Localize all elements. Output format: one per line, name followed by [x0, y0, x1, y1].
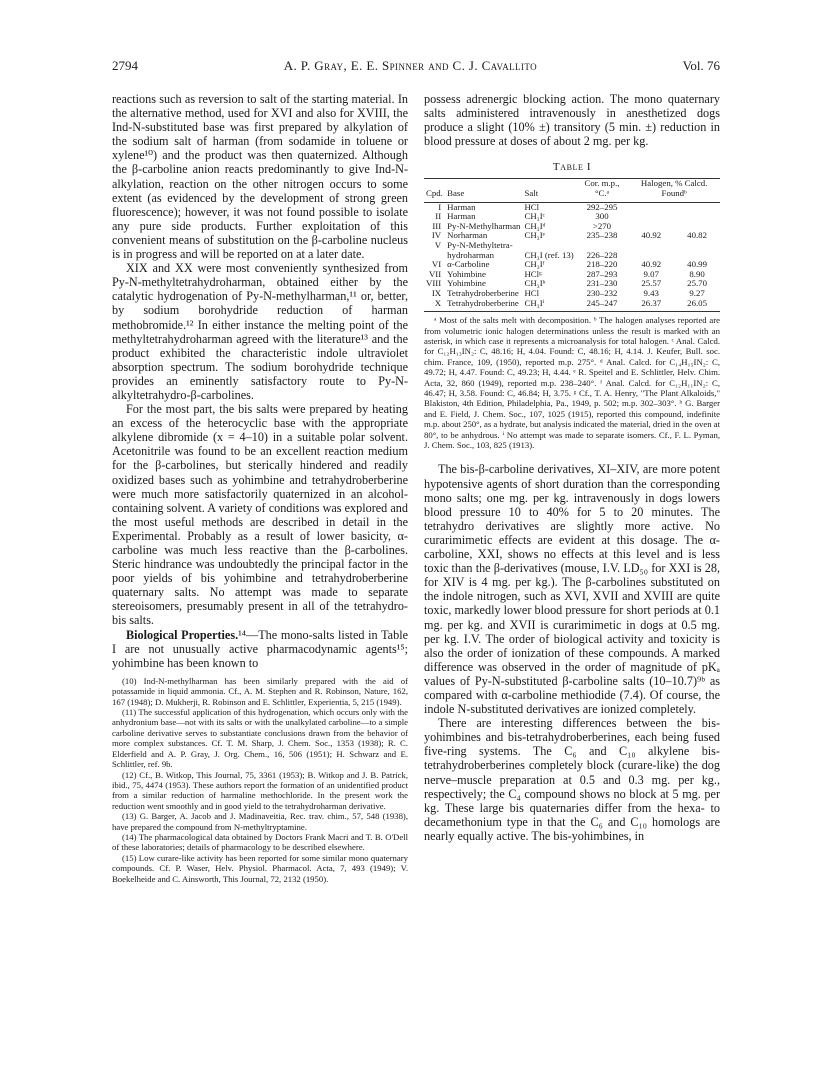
cell-calcd: 40.92 [641, 230, 662, 241]
cell-found: 40.99 [687, 259, 707, 270]
cell-cpd: IX [431, 288, 442, 298]
cell-found: 8.90 [689, 268, 705, 279]
cell-mp: 292–295 [586, 201, 618, 212]
cell-base: Tetrahydroberberine [447, 288, 519, 298]
cell-found: 40.82 [687, 230, 707, 241]
footnote: (10) Ind-N-methylharman has been similarly prepared with the aid of potassamide in liquid ammonia. Cf., A. M. Stephen and R. Robinson, Nature, 162, 167 (1948); D. Mukherji, R. Robinson and E. Schlittler, Experientia, 5, 215 (1949). [112, 675, 408, 707]
cell-cpd: X [424, 299, 445, 312]
table-title: Table I [552, 161, 592, 174]
cell-found [674, 212, 720, 222]
column-header-salt: Salt [522, 179, 575, 202]
cell-calcd [628, 202, 674, 212]
data-table [424, 178, 720, 312]
cell-calcd: 9.43 [643, 288, 659, 298]
table-footnote-text: ᵃ Most of the salts melt with decomposition. ᵇ The halogen analyses reported are from volumetric ionic halogen determinations unless the result is marked with an asterisk, in which case it represents a microanalysis for total halogen. ᶜ Anal. Calcd. for C₁₂H₁₃IN₂: C, 48.16; H, 4.04. Found: C, 48.16; H, 4.14. J. Keufer, Bull. soc. chim. France, 109, (1950), reported m.p. 275°. ᵈ Anal. Calcd. for C₁₄H₁₅IN₂: C, 49.72; H, 4.47. Found: C, 49.23; H, 4.44. ᵉ R. Speitel and E. Schlittler, Helv. Chim. Acta, 32, 860 (1949), reported m.p. 238–240°. ᶠ Anal. Calcd. for C₁₂H₁₁IN₂: C, 46.47; H, 3.58. Found: C, 46.84; H, 3.75. ᵍ Cf., T. A. Henry, "The Plant Alkaloids," Blakiston, 4th Edition, Philadelphia, Pa., 1949, p. 502; m.p. 302–303°. ʰ G. Barger and E. Field, J. Chem. Soc., 107, 1025 (1915), reported this compound, indefinite m.p. about 250°, as a hydrate, but analysis indicated the material, dried in the oven at 80°, to be anhydrous. ⁱ No attempt was made to separate isomers. Cf., F. L. Pyman, J. Chem. Soc., 103, 825 (1913). [424, 315, 720, 451]
cell-base: Py-N-Methyltetra- [447, 240, 513, 251]
cell-salt: CH₃Iʰ [524, 278, 546, 289]
cell-salt: CH₃Iⁱ [522, 299, 575, 312]
cell-calcd: 26.37 [628, 299, 674, 312]
cell-mp: 287–293 [586, 268, 618, 279]
cell-cpd: III [432, 220, 442, 231]
cell-cpd: VI [431, 259, 442, 270]
cell-salt: HCl [524, 201, 540, 212]
volume-label: Vol. 76 [682, 58, 720, 73]
cell-mp: 218–220 [586, 259, 618, 270]
cell-mp: 235–238 [586, 230, 618, 241]
body-paragraph: reactions such as reversion to salt of the starting material. In the alternative method, used for XVI and also for XVIII, the Ind-N-substituted base was first prepared by alkylation of the sodium salt of harman (from sodamide in toluene or xylene¹⁰) and the product was then quaternized. Although the β-carboline anion reacts predominantly to give Ind-N-alkylation, reaction on the other nitrogen occurs to some extent (as evidenced by the development of strong green fluorescence); however, it was not found possible to isolate any pure side products. Further exploitation of this convenient means of substitution on the β-carboline nucleus is in progress and will be reported on at a later date. [112, 92, 408, 262]
cell-base: Harman [447, 211, 476, 222]
running-header [112, 58, 720, 78]
cell-mp: 245–247 [576, 299, 629, 312]
cell-base: α-Carboline [447, 259, 490, 270]
cell-salt: HClᵍ [524, 268, 542, 279]
cell-cpd: V [434, 240, 442, 251]
cell-salt: CH₃Iᶜ [524, 211, 545, 222]
right-column [424, 92, 720, 843]
cell-base: Yohimbine [447, 278, 486, 289]
cell-base: hydroharman [447, 249, 495, 260]
table-footnotes [424, 315, 720, 450]
section-run-in-heading: Biological Properties. [126, 627, 239, 642]
footnote: (11) The successful application of this hydrogenation, which occurs only with the anhydronium base—not with its salts or with the unalkylated carboline—to a simple carboline derivative serves to substantiate conclusions drawn from the behavior of more complex substances. Cf. T. M. Sharp, J. Chem. Soc., 1353 (1938); R. C. Elderfield and A. P. Gray, J. Org. Chem., 16, 506 (1951); H. Schwarz and E. Schlittler, ref. 9b. [112, 707, 408, 770]
cell-salt: HCl [524, 288, 540, 298]
column-header-halogen: Halogen, % Calcd. Foundᵇ [628, 179, 720, 202]
cell-base: Harman [447, 201, 476, 212]
column-header-mp: Cor. m.p., °C.ᵃ [576, 179, 629, 202]
body-paragraph: possess adrenergic blocking action. The mono quaternary salts administered intravenously in anesthetized dogs produce a slight (10% ±) transitory (5 min. ±) reduction in blood pressure at doses of about 2 mg. per kg. [424, 92, 720, 149]
cell-base: Tetrahydroberberine [445, 299, 522, 312]
column-header-base: Base [445, 179, 522, 202]
page-number: 2794 [112, 58, 138, 73]
table-header-row [424, 179, 720, 202]
table-row [424, 299, 720, 312]
body-text: —The mono-salts listed in Table I are not unusually active pharmacodynamic agents¹⁵; yohimbine has been known to [112, 627, 408, 670]
author-line: A. P. Gray, E. E. Spinner and C. J. Cavallito [283, 58, 537, 73]
cell-cpd: VIII [426, 278, 442, 289]
footnote: (13) G. Barger, A. Jacob and J. Madinaveitia, Rec. trav. chim., 57, 548 (1938), have prepared the compound from N-methyltryptamine. [112, 811, 408, 832]
footnote-mark: ¹⁴ [238, 627, 247, 642]
cell-calcd: 40.92 [641, 259, 662, 270]
footnote: (15) Low curare-like activity has been reported for some similar mono quaternary compounds. Cf. P. Waser, Helv. Physiol. Pharmacol. Acta, 7, 493 (1949); V. Boekelheide and C. Ainsworth, This Journal, 72, 2132 (1950). [112, 852, 408, 884]
table-1 [424, 160, 720, 450]
cell-base: Yohimbine [447, 268, 486, 279]
cell-base: Py-N-Methylharman [447, 220, 521, 231]
body-paragraph: The bis-β-carboline derivatives, XI–XIV, are more potent hypotensive agents of short duration than the corresponding mono salts; one mg. per kg. intravenously in dogs lowers blood pressure 10 to 40% for 5 to 20 minutes. The tetrahydro derivatives are slightly more active. No curarimimetic effects are evident at this dosage. The α-carboline, XXI, shows no effects at this level and is less toxic than the β-derivatives (mouse, I.V. LD₅₀ for XXI is 28, for XIV is 4 mg. per kg.). The β-carbolines substituted on the indole nitrogen, such as XVI, XVII and XVIII are quite toxic, markedly lower blood pressure for short periods at 0.1 mg. per kg. and XVII is curarimimetic in dogs at 0.5 mg. per kg. I.V. The order of biological activity and toxicity is also the order of ionization of these compounds. A marked difference was observed in the order of magnitude of pKₐ values of Py-N-substituted β-carboline salts (10–10.7)⁹ᵇ as compared with α-carboline methiodide (7.4). Of course, the indole N-substituted derivatives are ionized completely. [424, 462, 720, 717]
footnote: (12) Cf., B. Witkop, This Journal, 75, 3361 (1953); B. Witkop and J. B. Patrick, ibid., 75, 4474 (1953). These authors report the formation of an unidentified product from a similar reduction of harmaline methochloride. In the present work the reduction went smoothly and in good yield to the tetrahydroharman derivative. [112, 769, 408, 811]
cell-cpd: II [435, 211, 442, 222]
cell-calcd: 9.07 [643, 268, 659, 279]
cell-found: 9.27 [689, 288, 705, 298]
cell-found: 25.70 [687, 278, 707, 289]
table-body [424, 202, 720, 312]
cell-found [674, 202, 720, 212]
body-paragraph: There are interesting differences between the bis-yohimbines and bis-tetrahydroberberines, each being fused five-ring systems. The C₆ and C₁₀ alkylene bis-tetrahydroberberines completely block (curare-like) the dog nerve–muscle preparation at 0.5 and 0.3 mg. per kg., respectively; the C₄ compound shows no block at 5 mg. per kg. These large bis quaternaries differ from the hexa- to decamethonium type in that the C₆ and C₁₀ homologs are nearly equally active. The bis-yohimbines, in [424, 716, 720, 843]
cell-cpd: VII [428, 268, 442, 279]
cell-mp: 226–228 [586, 249, 618, 260]
cell-mp: 300 [595, 211, 609, 222]
cell-salt: CH₃I (ref. 13) [524, 249, 574, 260]
cell-base: Norharman [447, 230, 488, 241]
cell-salt: CH₃Iᵉ [524, 230, 545, 241]
body-paragraph: XIX and XX were most conveniently synthesized from Py-N-methyltetrahydroharman, obtained either by the catalytic hydrogenation of Py-N-methylharman,¹¹ or, better, by sodium borohydride reduction of harman methobromide.¹² In either instance the melting point of the methyltetrahydroharman agreed with the literature¹³ and the product exhibited the characteristic indole ultraviolet absorption spectrum. The sodium borohydride technique provides an eminently satisfactory route to Py-N-alkyltetrahydro-β-carbolines. [112, 261, 408, 402]
spacer [424, 450, 720, 462]
cell-cpd: IV [431, 230, 442, 241]
left-column [112, 92, 408, 884]
cell-mp: 231–230 [586, 278, 618, 289]
cell-calcd: 25.57 [641, 278, 662, 289]
cell-found [674, 241, 720, 251]
biological-properties-paragraph [112, 628, 408, 670]
cell-mp: >270 [592, 220, 612, 231]
column-header-cpd: Cpd. [424, 179, 445, 202]
cell-salt: CH₃Iᶠ [524, 259, 545, 270]
cell-salt: CH₃Iᵈ [524, 220, 546, 231]
cell-calcd [628, 212, 674, 222]
cell-mp: 230–232 [586, 288, 618, 298]
cell-cpd: I [438, 201, 442, 212]
footnote: (14) The pharmacological data obtained by Doctors Frank Macri and T. B. O'Dell of these laboratories; details of pharmacology to be described elsewhere. [112, 831, 408, 853]
body-paragraph: For the most part, the bis salts were prepared by heating an excess of the heterocyclic base with the appropriate alkylene dibromide (x = 4–10) in a suitable polar solvent. Acetonitrile was found to be an excellent reaction medium for the β-carbolines, but sterically hindered and readily oxidized bases such as yohimbine and tetrahydroberberine were much more satisfactorily quaternized in an alcohol-containing solvent. A variety of conditions was explored and the most useful methods are described in detail in the Experimental. Probably as a result of lower basicity, α-carboline was much less reactive than the β-carbolines. Steric hindrance was undoubtedly the principal factor in the poor yields of bis yohimbine and tetrahydroberberine quaternary salts. No attempt was made to separate stereoisomers, presumably present in all of the tetrahydro-bis salts. [112, 402, 408, 628]
footnotes [112, 676, 408, 884]
cell-found: 26.05 [674, 299, 720, 312]
cell-calcd [628, 241, 674, 251]
